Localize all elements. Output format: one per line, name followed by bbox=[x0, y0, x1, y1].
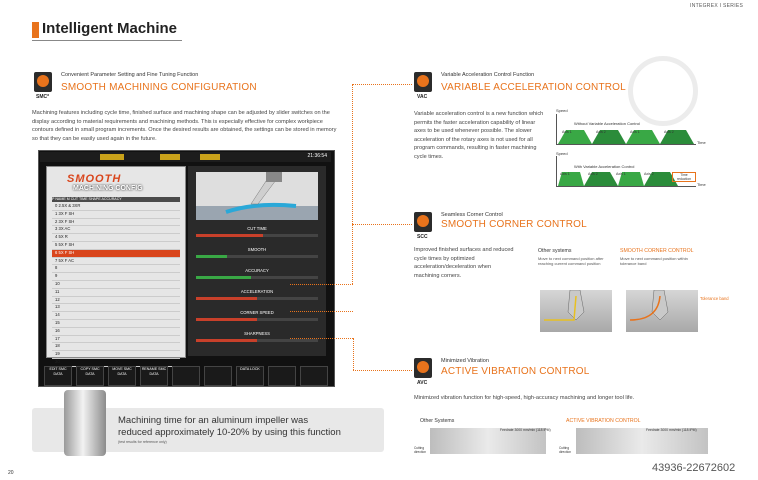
vac-speed-label-2: Speed bbox=[556, 151, 568, 156]
smc-body: Machining features including cycle time, finished surface and machining shape can be adjusted by slider switches on the display according to material requirements and machining methods. This is especially effective for complex workpiece contours defined in small program increments. Once the desired results are obtained, the settings can be stored in memory so that they can be easily used again in the future. bbox=[32, 110, 337, 142]
scc-body: Improved finished surfaces and reduced cycle times by optimized acceleration/deceleration when machining corners. bbox=[414, 247, 514, 279]
screen-clock: 21:36:54 bbox=[307, 153, 327, 159]
slider[interactable] bbox=[196, 297, 318, 300]
slider-label: ACCURACY bbox=[245, 268, 269, 273]
config-row[interactable]: 12 bbox=[52, 297, 180, 305]
smc-icon-tag: SMC* bbox=[36, 94, 50, 100]
slider[interactable] bbox=[196, 234, 318, 237]
machining-config-title: MACHINING CONFIG bbox=[73, 185, 143, 192]
softkey-button[interactable]: COPY SMC DATA bbox=[76, 366, 104, 386]
vac-heading: VARIABLE ACCELERATION CONTROL bbox=[441, 82, 626, 93]
config-row[interactable]: 3 3X AC bbox=[52, 226, 180, 234]
scc-other-title: Other systems bbox=[538, 248, 572, 254]
vac-without-label: Without Variable Acceleration Control bbox=[574, 121, 640, 126]
connector-vac bbox=[352, 84, 412, 85]
config-columns: P NAME M CUT TIME SHAPE ACCURACY bbox=[52, 197, 180, 202]
axis-label: Axis 2 bbox=[596, 130, 606, 134]
screen-tab[interactable] bbox=[100, 154, 124, 160]
smooth-machining-icon bbox=[34, 72, 52, 92]
softkey-button[interactable]: EDIT SMC DATA bbox=[44, 366, 72, 386]
scc-smooth-desc: Move to next command position within tolerance band bbox=[620, 256, 688, 266]
connector-vertical-2 bbox=[353, 338, 354, 370]
connector-sharpness bbox=[290, 338, 353, 339]
tool-illustration bbox=[196, 172, 318, 220]
config-row[interactable]: 2 3X F SH bbox=[52, 219, 180, 227]
config-row[interactable]: 4 5X R bbox=[52, 234, 180, 242]
connector-scc bbox=[352, 224, 412, 225]
slider-panel bbox=[188, 166, 326, 356]
avc-icon-tag: AVC bbox=[417, 380, 428, 386]
screen-top-bar bbox=[40, 152, 331, 162]
config-row[interactable]: 20 bbox=[52, 359, 180, 367]
connector-corner bbox=[290, 311, 353, 312]
config-row[interactable]: 15 bbox=[52, 320, 180, 328]
config-row[interactable]: 10 bbox=[52, 281, 180, 289]
softkey-button[interactable] bbox=[204, 366, 232, 386]
promo-text bbox=[118, 415, 341, 439]
config-row[interactable]: 5 5X F SH bbox=[52, 242, 180, 250]
scc-icon-tag: SCC bbox=[417, 234, 428, 240]
watermark-id: 43936-22672602 bbox=[652, 462, 736, 474]
scc-other-image bbox=[540, 290, 612, 332]
scc-smooth-image bbox=[626, 290, 698, 332]
softkey-button[interactable]: MOVE SMC DATA bbox=[108, 366, 136, 386]
vac-with-label: With Variable Acceleration Control bbox=[574, 164, 635, 169]
slider[interactable] bbox=[196, 276, 318, 279]
vac-subtitle: Variable Acceleration Control Function bbox=[441, 72, 535, 78]
scc-other-desc: Move to next command position after reaching current command position bbox=[538, 256, 604, 266]
scc-subtitle: Seamless Corner Control bbox=[441, 212, 503, 218]
title-divider bbox=[32, 40, 182, 41]
config-row[interactable]: 14 bbox=[52, 312, 180, 320]
softkey-button[interactable] bbox=[300, 366, 328, 386]
promo-note: (test results for reference only) bbox=[118, 440, 167, 444]
softkey-button[interactable] bbox=[268, 366, 296, 386]
axis-label: Axis 1 bbox=[630, 130, 640, 134]
axis-label: Axis 1 bbox=[616, 172, 626, 176]
vac-body: Variable acceleration control is a new function which permits the faster acceleration capability of linear axes to be used whenever possible. The slower acceleration of the rotary axes is not used for all program commands, resulting in faster machining cycle times. bbox=[414, 111, 544, 160]
config-row[interactable]: 19 bbox=[52, 351, 180, 359]
smooth-logo: SMOOTH bbox=[67, 173, 122, 185]
slider-label: CORNER SPEED bbox=[240, 310, 274, 315]
softkey-button[interactable] bbox=[172, 366, 200, 386]
slider-label: SHARPNESS bbox=[244, 331, 270, 336]
page-number: 20 bbox=[8, 470, 14, 476]
connector-acceleration bbox=[290, 284, 353, 285]
config-row[interactable]: 8 bbox=[52, 265, 180, 273]
config-row[interactable]: 16 bbox=[52, 328, 180, 336]
scc-heading: SMOOTH CORNER CONTROL bbox=[441, 219, 587, 230]
softkey-button[interactable]: RENAME SMC DATA bbox=[140, 366, 168, 386]
slider[interactable] bbox=[196, 255, 318, 258]
variable-acceleration-icon bbox=[414, 72, 432, 92]
page-title: Intelligent Machine bbox=[42, 20, 178, 37]
slider[interactable] bbox=[196, 318, 318, 321]
axis-label: Axis 2 bbox=[644, 172, 654, 176]
softkey-button[interactable]: DATA LOCK bbox=[236, 366, 264, 386]
slider-label: SMOOTH bbox=[247, 247, 267, 252]
vac-speed-label: Speed bbox=[556, 108, 568, 113]
config-row[interactable]: 7 5X F AC bbox=[52, 258, 180, 266]
promo-line-1: Machining time for an aluminum impeller was bbox=[118, 415, 309, 426]
impeller-image bbox=[64, 390, 106, 456]
vac-time-label-top: Time bbox=[697, 140, 706, 145]
connector-avc bbox=[353, 370, 412, 371]
vibration-icon bbox=[414, 358, 432, 378]
config-row[interactable]: 18 bbox=[52, 343, 180, 351]
avc-feedrate-other: Feedrate 3000 mm/min (118 IPM) bbox=[500, 428, 551, 432]
tolerance-band-label: Tolerance band bbox=[700, 296, 729, 301]
config-row[interactable]: 17 bbox=[52, 336, 180, 344]
config-row[interactable]: 1 3X F SH bbox=[52, 211, 180, 219]
axis-label: Axis 2 bbox=[588, 172, 598, 176]
config-row[interactable]: 9 bbox=[52, 273, 180, 281]
avc-cutting-other: Cutting direction bbox=[414, 446, 427, 454]
softkey-bar bbox=[40, 366, 331, 384]
avc-body: Minimized vibration function for high-speed, high-accuracy machining and longer tool life. bbox=[414, 395, 635, 401]
avc-heading: ACTIVE VIBRATION CONTROL bbox=[441, 366, 590, 377]
avc-title: ACTIVE VIBRATION CONTROL bbox=[566, 418, 641, 424]
config-row[interactable]: 13 bbox=[52, 304, 180, 312]
scc-smooth-title: SMOOTH CORNER CONTROL bbox=[620, 248, 694, 254]
avc-subtitle: Minimized Vibration bbox=[441, 358, 489, 364]
smc-subtitle: Convenient Parameter Setting and Fine Tuning Function bbox=[61, 72, 199, 78]
vac-time-label-bottom: Time bbox=[697, 182, 706, 187]
avc-feedrate-active: Feedrate 3000 mm/min (118 IPM) bbox=[646, 428, 697, 432]
avc-cutting-active: Cutting direction bbox=[559, 446, 572, 454]
slider[interactable] bbox=[196, 339, 318, 342]
screen-tab[interactable] bbox=[200, 154, 220, 160]
config-row[interactable]: 6 5X F SH bbox=[52, 250, 180, 258]
screen-tab[interactable] bbox=[160, 154, 180, 160]
time-reduction-label: Time reduction bbox=[672, 172, 696, 182]
title-accent-bar bbox=[32, 22, 39, 38]
vac-icon-tag: VAC bbox=[417, 94, 428, 100]
axis-label: Axis 1 bbox=[562, 130, 572, 134]
slider-label: ACCELERATION bbox=[240, 289, 274, 294]
config-row[interactable]: 11 bbox=[52, 289, 180, 297]
axis-label: Axis 2 bbox=[664, 130, 674, 134]
series-label: INTEGREX I SERIES bbox=[690, 3, 744, 9]
smc-heading: SMOOTH MACHINING CONFIGURATION bbox=[61, 82, 257, 93]
slider-label: CUT TIME bbox=[247, 226, 267, 231]
vac-chart bbox=[552, 110, 712, 190]
config-rows bbox=[52, 203, 180, 367]
config-list-panel bbox=[46, 166, 186, 364]
axis-label: Axis 1 bbox=[560, 172, 570, 176]
config-row[interactable]: 0 2.5X & 3XR bbox=[52, 203, 180, 211]
impeller-promo bbox=[32, 408, 384, 452]
smooth-corner-icon bbox=[414, 212, 432, 232]
promo-line-2: reduced approximately 10-20% by using this function bbox=[118, 427, 341, 438]
avc-other-title: Other Systems bbox=[420, 418, 455, 424]
connector-vertical bbox=[352, 84, 353, 284]
